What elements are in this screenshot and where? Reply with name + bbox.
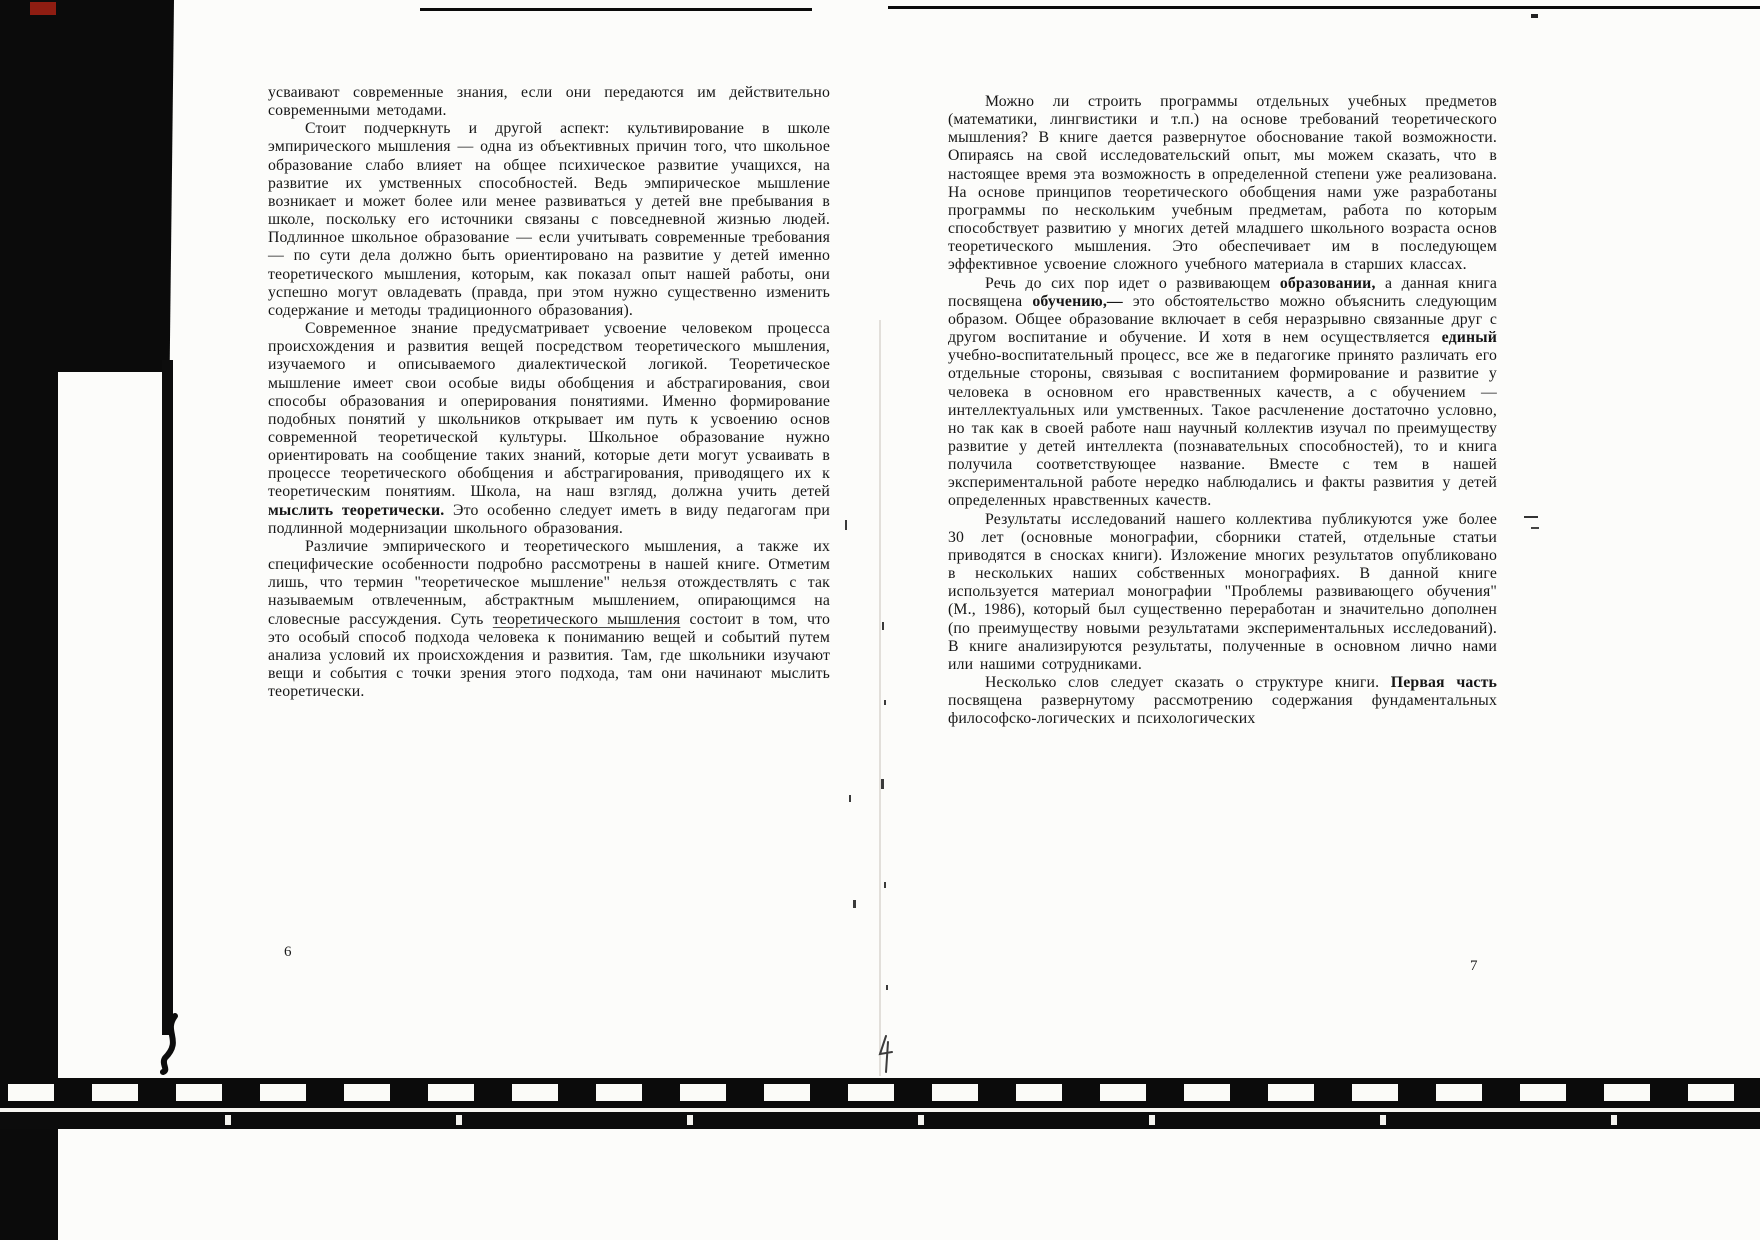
text-run: а данная книга посвящена	[948, 274, 1497, 310]
page-left-content	[268, 84, 830, 701]
scan-speck	[882, 622, 884, 630]
film-strip-bottom-lower	[0, 1112, 1760, 1129]
text-run: Речь до сих пор идет о развивающем	[985, 274, 1280, 292]
scan-speck	[1524, 516, 1538, 518]
text-run: теоретического мышления	[492, 610, 681, 628]
scan-squiggle-mark	[143, 1012, 195, 1076]
paragraph	[268, 320, 830, 538]
text-run: усваивают современные знания, если они передаются им действительно современными методами.	[268, 84, 830, 120]
paragraph	[268, 538, 830, 701]
scan-pencil-mark	[872, 1032, 900, 1076]
scan-speck	[886, 985, 888, 990]
text-run: учебно-воспитательный процесс, все же в педагогике принято различать его отдельные стороны, связывая с воспитанием формирование и развитие у человека в основном его нравственных качеств, а с обучением — интеллектуальных или умственных. Такое расчленение достаточно условно, но так как в своей работе наш научный коллектив изучал по преимуществу развитие у детей интеллекта (познавательных способностей), то и книга получила соответствующее название. Вместе с тем в нашей экспериментальной работе нередко наблюдались и факты развития у детей определенных нравственных качеств.	[948, 347, 1497, 510]
text-run: посвящена развернутому рассмотрению содержания фундаментальных философско-логических и психологических	[948, 692, 1497, 728]
paragraph	[948, 93, 1497, 275]
paragraph	[948, 674, 1497, 728]
film-sprocket-holes	[8, 1084, 1756, 1101]
scan-speck	[853, 900, 856, 908]
bold-text-run: мыслить теоретически.	[268, 501, 445, 519]
paragraph	[268, 120, 830, 320]
scan-top-line-left	[420, 8, 812, 11]
bold-text-run: образовании,	[1279, 274, 1376, 292]
film-strip-bottom	[0, 1078, 1760, 1108]
text-run: это обстоятельство можно объяснить следующим образом. Общее образование включает в себя неразрывно связанные друг с другом воспитание и обучение. И хотя в нем осуществляется	[948, 292, 1497, 347]
page-right-content	[948, 93, 1497, 728]
scan-speck	[1531, 527, 1539, 529]
page-number-right: 7	[1470, 958, 1478, 974]
text-run: Несколько слов следует сказать о структуре книги.	[985, 674, 1391, 691]
text-run: Результаты исследований нашего коллектива публикуются уже более 30 лет (основные монографии, сборники статей, отдельные статьи приводятся в сносках книги). Изложение многих результатов опубликовано в нескольких наших собственных монографиях. В данной книге используется материал монографии "Проблемы развивающего обучения" (М., 1986), который был существенно переработан и значительно дополнен (по преимуществу новыми результатами экспериментальных исследований). В книге анализируются результаты, полученные в основном лично нами или нашими сотрудниками.	[948, 510, 1497, 673]
paragraph	[948, 275, 1497, 511]
text-run: состоит в том, что это особый способ подхода человека к пониманию вещей и событий путем анализа условий их происхождения и развития. Там, где школьники изучают вещи и события с точки зрения этого подхода, там они начинают мыслить теоретически.	[268, 610, 830, 701]
scan-speck	[845, 520, 847, 530]
paragraph	[948, 511, 1497, 674]
text-run: Это особенно следует иметь в виду педагогам при подлинной модернизации школьного образования.	[268, 501, 830, 537]
bold-text-run: Первая часть	[1390, 674, 1498, 691]
paragraph	[268, 84, 830, 120]
scan-speck	[849, 795, 851, 802]
book-spine-edge-line	[162, 360, 173, 1035]
scan-black-blob	[28, 0, 174, 372]
page-number-left: 6	[284, 944, 292, 960]
bold-text-run: обучению,—	[1032, 292, 1123, 310]
scan-top-line-right	[888, 6, 1760, 9]
film-strip-gaps	[0, 1115, 1760, 1125]
bold-text-run: единый	[1441, 329, 1497, 347]
scan-speck	[884, 882, 886, 888]
scan-speck	[881, 779, 884, 789]
red-corner-mark	[30, 2, 56, 15]
text-run: Различие эмпирического и теоретического мышления, а также их специфические особенности подробно рассмотрены в нашей книге. Отметим лишь, что термин "теоретическое мышление" нельзя отождествлять с так называемым отвлеченным, абстрактным мышлением, опирающимся на словесные рассуждения. Суть	[268, 537, 830, 628]
text-run: Стоит подчеркнуть и другой аспект: культивирование в школе эмпирического мышления — одна из объективных причин того, что школьное образование слабо влияет на общее психическое развитие учащихся, на развитие их умственных способностей. Ведь эмпирическое мышление возникает и может более или менее развиваться у детей вне пребывания в школе, поскольку его источники связаны с повседневной жизнью людей. Подлинное школьное образование — если учитывать современные требования — по сути дела должно быть ориентировано на развитие у детей именно теоретического мышления, которым, как показал опыт нашей работы, они успешно могут овладевать (правда, при этом нужно существенно изменить содержание и методы традиционного образования).	[268, 120, 830, 319]
scan-speck	[884, 700, 886, 705]
text-run: Можно ли строить программы отдельных учебных предметов (математики, лингвистики и т.п.) на основе требований теоретического мышления? В книге дается развернутое обоснование такой возможности. Опираясь на свой исследовательский опыт, мы можем сказать, что в настоящее время эта возможность в определенной степени уже реализована. На основе принципов теоретического обобщения нами уже разработаны программы по нескольким учебным предметам, работа по которым способствует развитию у многих детей младшего школьного возраста основ теоретического мышления. Это обеспечивает им в последующем эффективное усвоение сложного учебного материала в старших классах.	[948, 93, 1497, 274]
text-run: Современное знание предусматривает усвоение человеком процесса происхождения и развития вещей посредством теоретического мышления, изучаемого и описываемого диалектической логикой. Теоретическое мышление имеет свои особые виды обобщения и абстрагирования, свои способы образования и оперирования понятиями. Именно формирование подобных понятий у школьников открывает им путь к усвоению основ современной теоретической культуры. Школьное образование нужно ориентировать на сообщение таких знаний, которые дети могут усваивать в процессе теоретического обобщения и абстрагирования, приводящего их к теоретическим понятиям. Школа, на наш взгляд, должна учить детей	[268, 320, 830, 501]
center-fold-line	[879, 320, 881, 1076]
scan-speck	[1531, 14, 1538, 18]
